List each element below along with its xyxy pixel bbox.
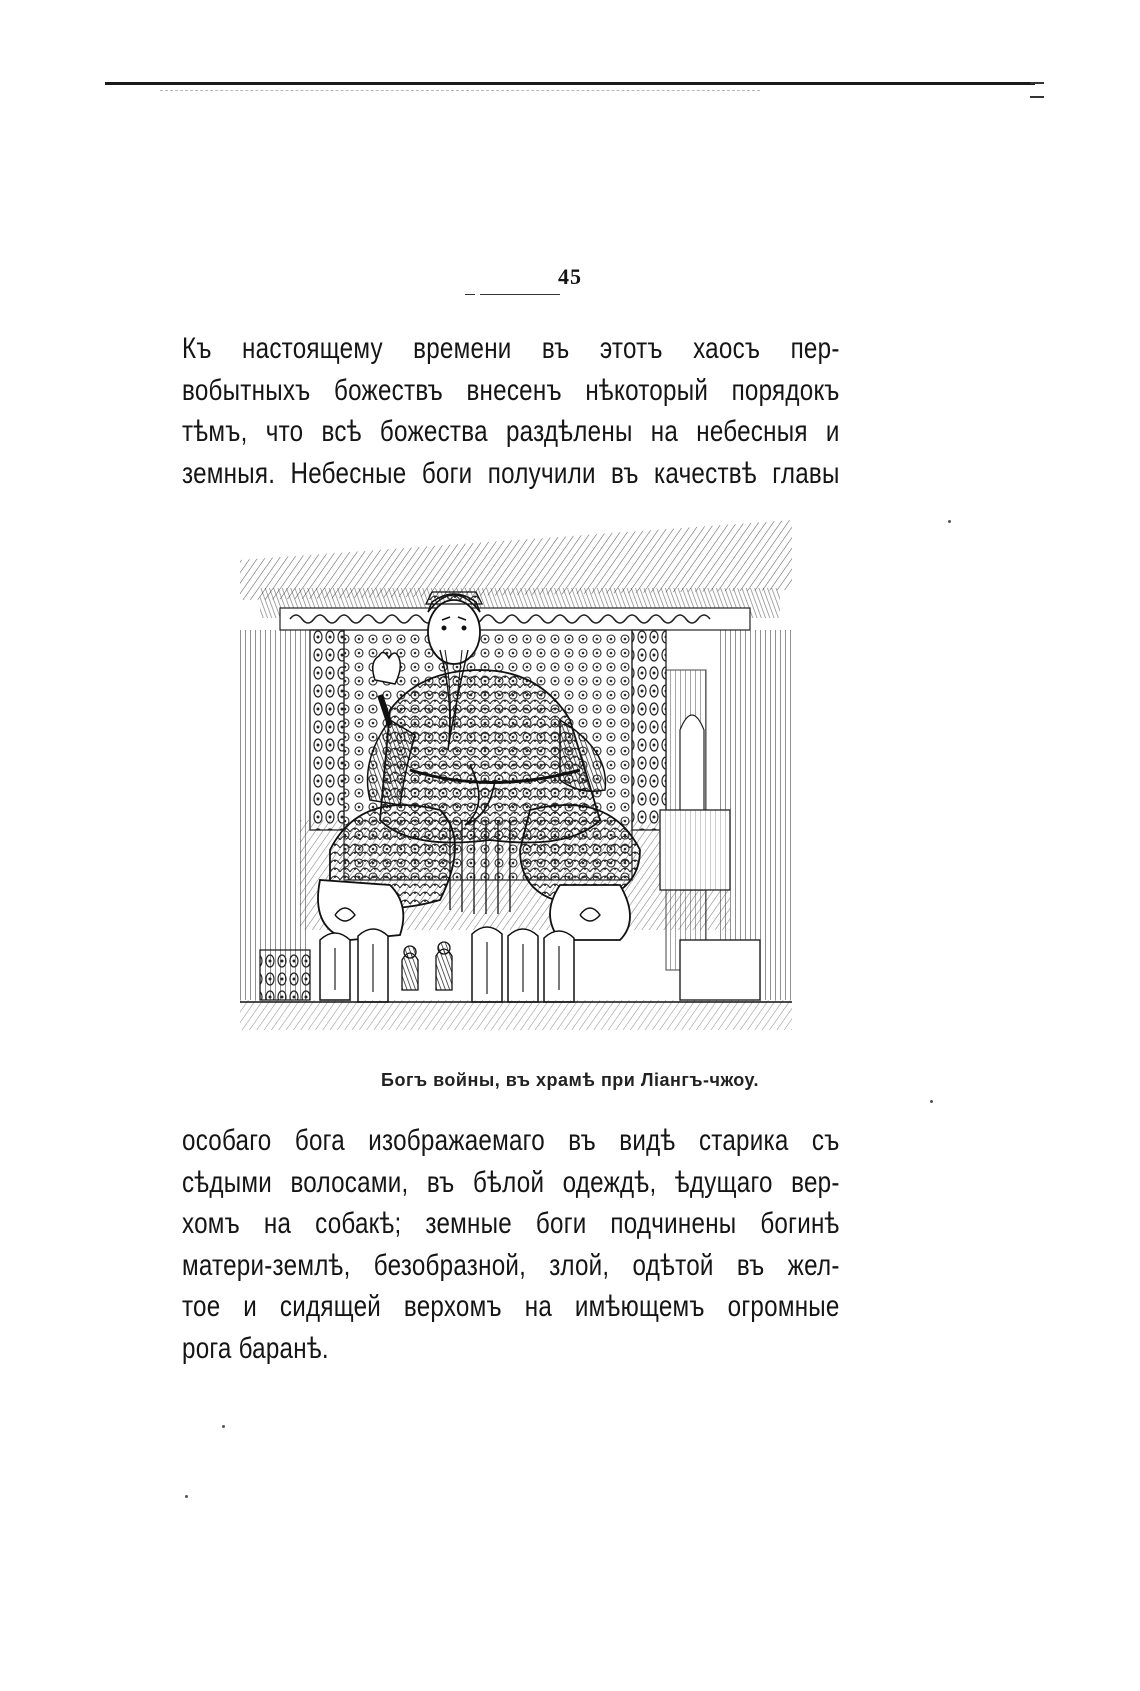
- page-number-underline-dash: [465, 294, 475, 295]
- scan-speck: [948, 520, 951, 523]
- page-number-underline: [480, 294, 560, 295]
- paragraph-line: тѣмъ, что всѣ божества раздѣлены на небесныя и: [182, 415, 840, 448]
- paragraph-line: земныя. Небесные боги получили въ качествѣ главы: [182, 456, 840, 490]
- paragraph-1: [182, 328, 840, 494]
- paragraph-line: матери-землѣ, безобразной, злой, одѣтой въ жел-: [182, 1248, 840, 1282]
- page-edge-mark: [1030, 82, 1044, 98]
- war-god-engraving-icon: [240, 520, 792, 1042]
- page-number: 45: [558, 264, 582, 289]
- paragraph-line: особаго бога изображаемаго въ видѣ старика съ: [182, 1124, 840, 1157]
- scan-speck: [930, 1100, 933, 1103]
- paragraph-line: сѣдыми волосами, въ бѣлой одеждѣ, ѣдущаго вер-: [182, 1165, 840, 1199]
- paragraph-line: рога баранѣ.: [182, 1331, 329, 1365]
- paragraph-line: хомъ на собакѣ; земные боги подчинены богинѣ: [182, 1207, 840, 1240]
- scan-speck: [185, 1495, 188, 1498]
- page-top-rule-trace: [160, 90, 760, 91]
- paragraph-line: тое и сидящей верхомъ на имѣющемъ огромные: [182, 1290, 840, 1323]
- paragraph-line: Къ настоящему времени въ этотъ хаосъ пер-: [182, 332, 840, 365]
- paragraph-2: [182, 1120, 840, 1369]
- figure-caption: Богъ войны, въ храмѣ при Ліангъ-чжоу.: [381, 1070, 759, 1090]
- page-top-rule: [105, 82, 1035, 85]
- scan-speck: [222, 1425, 225, 1428]
- paragraph-line: вобытныхъ божествъ внесенъ нѣкоторый порядокъ: [182, 373, 840, 407]
